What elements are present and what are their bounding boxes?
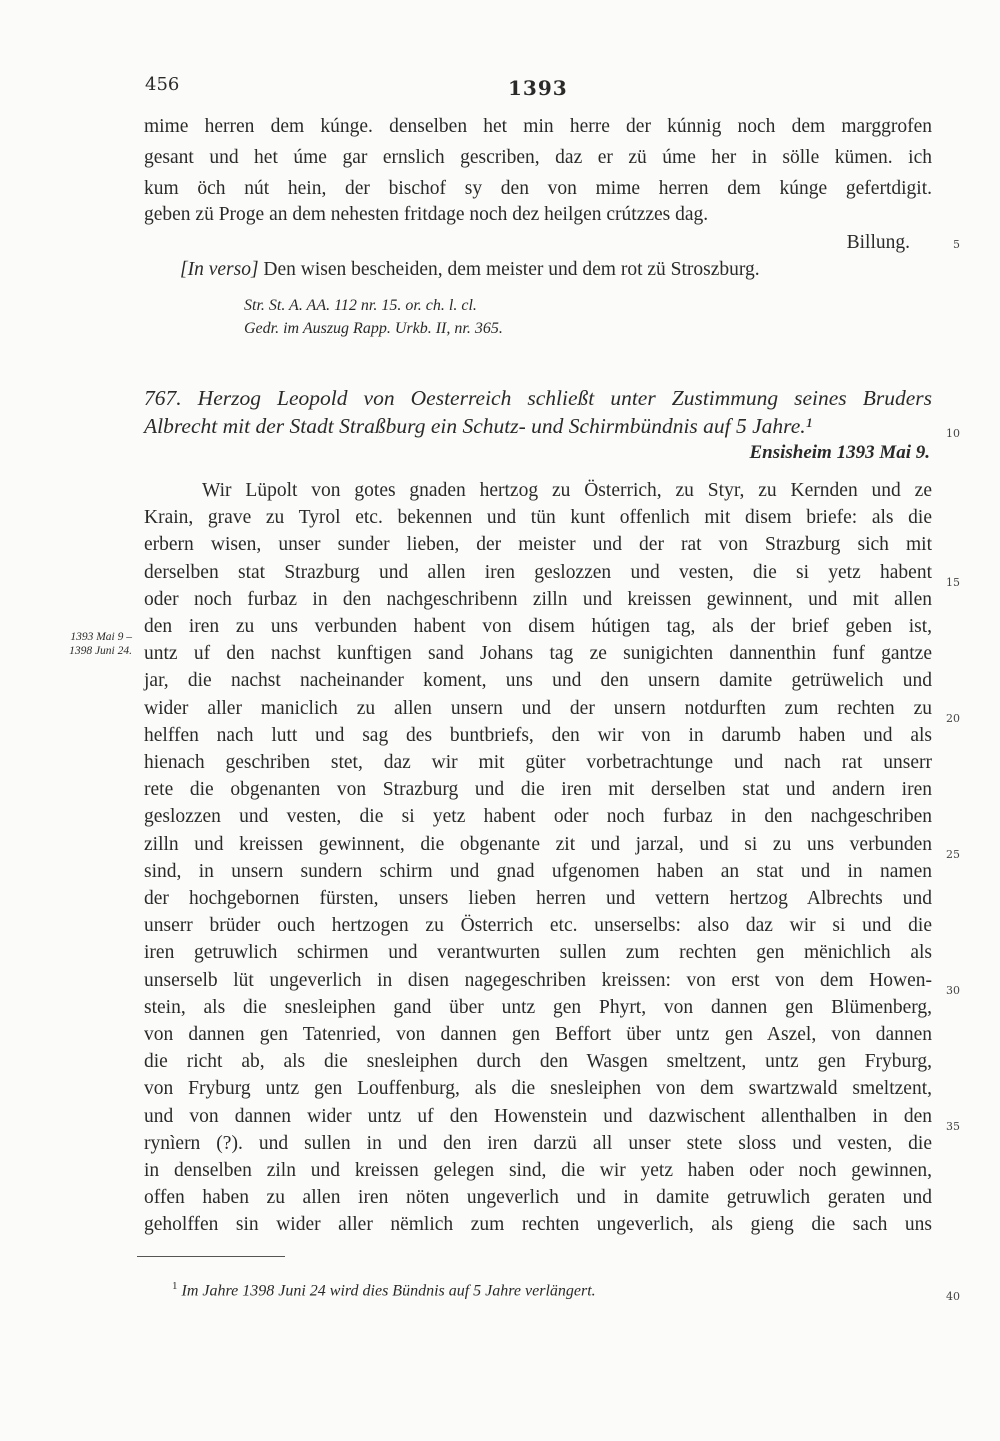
footnote-marker: 1 xyxy=(172,1280,178,1292)
body-text-line: sind, in unsern sundern schirm und gnad ufgenomen haben an stat und in namen xyxy=(144,860,932,882)
text-line: gesant und het úme gar ernslich gescriben, daz er zü úme her in sölle kümen. ich xyxy=(144,147,932,168)
body-text-line: und von dannen wider untz uf den Howenstein und dazwischent allenthalben in den xyxy=(144,1105,932,1127)
body-text-line: rynìern (?). und sullen in und den iren darzü all unser stete sloss und vesten, die xyxy=(144,1132,932,1154)
dateline: Ensisheim 1393 Mai 9. xyxy=(749,442,930,463)
document-heading: 767. Herzog Leopold von Oesterreich schließt unter Zustimmung seines Bruders xyxy=(144,386,932,410)
line-number: 5 xyxy=(953,238,960,251)
verso-text: Den wisen bescheiden, dem meister und dem rot zü Stroszburg. xyxy=(263,259,760,280)
body-text-line: rete die obgenanten von Strazburg und die iren mit derselben stat und andern iren xyxy=(144,779,932,801)
text-line: geben zü Proge an dem nehesten fritdage noch dez heilgen crútzzes dag. xyxy=(144,204,709,225)
body-text-line: den iren zu uns verbunden habent von disem hútigen tag, als der brief geben ist, xyxy=(144,616,932,637)
body-text-line: untz uf den nachst kunftigen sand Johans tag ze sunigichten dannenthin funf gantze xyxy=(144,643,932,665)
body-text-line: die richt ab, als die snesleiphen durch den Wasgen smeltzent, untz gen Fryburg, xyxy=(144,1051,932,1073)
body-text-line: unserselb lüt ungeverlich in disen nagegeschriben kreissen: von erst von dem Howen- xyxy=(144,969,932,991)
body-text-line: der hochgebornen fürsten, unsers lieben herren und vettern hertzog Albrechts und xyxy=(144,888,932,909)
body-text-line: Wir Lüpolt von gotes gnaden hertzog zu Österrich, zu Styr, zu Kernden und ze xyxy=(202,480,932,501)
source-note: Gedr. im Auszug Rapp. Urkb. II, nr. 365. xyxy=(244,320,503,337)
line-number: 30 xyxy=(946,984,960,997)
body-text-line: oder noch furbaz in den nachgeschribenn zilln und kreissen gewinnent, und mit allen xyxy=(144,588,932,610)
body-text-line: Krain, grave zu Tyrol etc. bekennen und tün kunt offenlich mit disem briefe: als die xyxy=(144,507,932,529)
body-text-line: jar, die nachst nacheinander koment, uns und den unsern damite getrüwelich und xyxy=(144,670,932,692)
source-note: Str. St. A. AA. 112 nr. 15. or. ch. l. cl. xyxy=(244,297,477,314)
body-text-line: offen haben zu allen iren nöten ungeverlich und in damite getruwlich geraten und xyxy=(144,1187,932,1209)
line-number: 15 xyxy=(946,576,960,589)
line-number: 35 xyxy=(946,1120,960,1133)
document-heading: Albrecht mit der Stadt Straßburg ein Schutz- und Schirmbündnis auf 5 Jahre.¹ xyxy=(144,414,813,438)
line-number: 20 xyxy=(946,712,960,725)
body-text-line: derselben stat Strazburg und allen iren geslozzen und vesten, die si yetz habent xyxy=(144,561,932,583)
body-text-line: von dannen gen Tatenried, von dannen gen Beffort über untz gen Aszel, von dannen xyxy=(144,1024,932,1045)
body-text-line: geslozzen und vesten, die si yetz habent oder noch furbaz in den nachgeschriben xyxy=(144,806,932,828)
verso-label: [In verso] xyxy=(180,259,259,280)
footnote-text: Im Jahre 1398 Juni 24 wird dies Bündnis auf 5 Jahre verlängert. xyxy=(181,1282,596,1300)
body-text-line: erbern wisen, unser sunder lieben, der meister und der rat von Strazburg sich mit xyxy=(144,534,932,556)
body-text-line: helffen nach lutt und sag des buntbriefs, den wir von in darumb haben und als xyxy=(144,724,932,746)
body-text-line: geholffen sin wider aller nëmlich zum rechten ungeverlich, als gieng die sach uns xyxy=(144,1214,932,1236)
page-number: 456 xyxy=(145,74,180,95)
text-line: kum öch nút hein, der bischof sy den von mime herren dem kúnge gefertdigit. xyxy=(144,178,932,199)
body-text-line: von Fryburg untz gen Louffenburg, als die snesleiphen von dem swartzwald smeltzent, xyxy=(144,1078,932,1100)
running-head-year: 1393 xyxy=(508,76,568,100)
line-number: 40 xyxy=(946,1290,960,1303)
text-line: mime herren dem kúnge. denselben het min herre der kúnnig noch dem marggrofen xyxy=(144,116,932,137)
footnote-rule xyxy=(137,1256,285,1257)
line-number: 10 xyxy=(946,427,960,440)
signature: Billung. xyxy=(846,232,910,253)
body-text-line: iren getruwlich schirmen und verantwurten sullen zum rechten gen mënichlich als xyxy=(144,942,932,964)
body-text-line: zilln und kreissen gewinnent, die obgenante zit und jarzal, und si zu uns verbunden xyxy=(144,833,932,855)
body-text-line: hienach geschriben stet, daz wir mit güter vorbetrachtunge und nach rat unserr xyxy=(144,752,932,773)
body-text-line: stein, als die snesleiphen gand über untz gen Phyrt, von dannen gen Blümenberg, xyxy=(144,996,932,1018)
footnote xyxy=(172,1280,596,1300)
body-text-line: wider aller maniclich zu allen unsern und der unsern notdurften zum rechten zu xyxy=(144,697,932,719)
margin-date-note: 1393 Mai 9 – 1398 Juni 24. xyxy=(69,631,132,657)
body-text-line: unserr brüder ouch hertzogen zu Österrich etc. unserselbs: also daz wir si und die xyxy=(144,915,932,937)
verso-address xyxy=(180,259,760,281)
body-text-line: in denselben ziln und kreissen gelegen sind, die wir yetz haben oder noch gewinnen, xyxy=(144,1160,932,1181)
line-number: 25 xyxy=(946,848,960,861)
